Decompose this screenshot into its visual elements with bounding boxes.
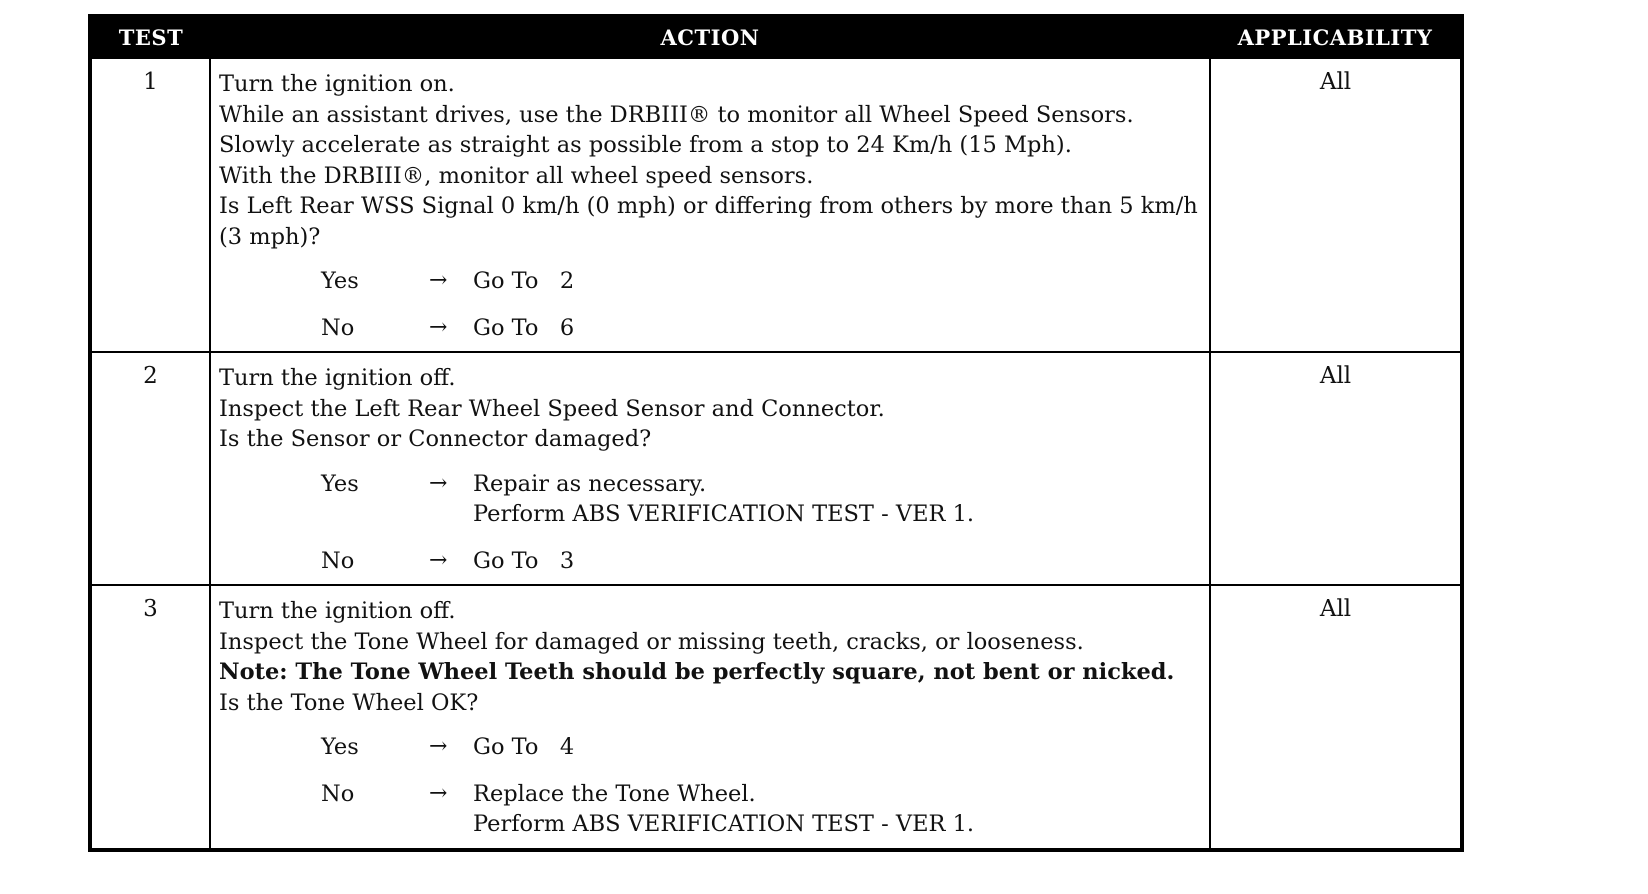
answer-list [219, 469, 1203, 577]
answer-line: Go To 2 [473, 268, 575, 294]
answer-yes-text [473, 469, 1203, 530]
applicability-value: All [1210, 585, 1462, 850]
answer-list [219, 266, 1203, 343]
action-line: Inspect the Tone Wheel for damaged or missing teeth, cracks, or looseness. [219, 628, 1084, 655]
answer-yes-text [473, 266, 1203, 297]
answer-no-text [473, 313, 1203, 344]
answer-yes-label: Yes [321, 734, 359, 760]
table-header [90, 16, 1462, 58]
answer-no-label: No [321, 314, 355, 341]
table-row [90, 58, 1462, 352]
action-line: Slowly accelerate as straight as possible from a stop to 24 Km/h (15 Mph). [219, 132, 1072, 158]
arrow-icon: → [429, 780, 448, 806]
answer-line: Repair as necessary. [473, 470, 707, 497]
table-row [90, 352, 1462, 585]
arrow-icon: → [429, 314, 448, 340]
action-line: Turn the ignition off. [219, 365, 456, 391]
answer-list [219, 732, 1203, 840]
answer-line: Go To 4 [473, 734, 575, 760]
action-cell [210, 352, 1210, 585]
arrow-icon: → [429, 470, 448, 496]
diagnostic-test-table [88, 14, 1464, 852]
action-line: Is the Sensor or Connector damaged? [219, 426, 652, 452]
answer-line: Perform ABS VERIFICATION TEST - VER 1. [473, 501, 975, 527]
action-line: Inspect the Left Rear Wheel Speed Sensor and Connector. [219, 395, 885, 422]
answer-no-label: No [321, 780, 355, 807]
test-number: 2 [90, 352, 210, 585]
answer-no-text [473, 546, 1203, 577]
answer-no-text [473, 779, 1203, 840]
answer-line: Replace the Tone Wheel. [473, 780, 756, 807]
header-action: ACTION [210, 16, 1210, 58]
table-row [90, 585, 1462, 850]
header-applicability: APPLICABILITY [1210, 16, 1462, 58]
answer-line: Perform ABS VERIFICATION TEST - VER 1. [473, 811, 975, 837]
applicability-value: All [1210, 352, 1462, 585]
action-line: While an assistant drives, use the DRBIII® to monitor all Wheel Speed Sensors. [219, 101, 1134, 128]
action-line: Is the Tone Wheel OK? [219, 689, 479, 716]
action-line: Is Left Rear WSS Signal 0 km/h (0 mph) or differing from others by more than 5 km/h [219, 193, 1198, 219]
action-cell [210, 585, 1210, 850]
action-line: With the DRBIII®, monitor all wheel speed sensors. [219, 162, 814, 189]
header-test: TEST [90, 16, 210, 58]
test-number: 3 [90, 585, 210, 850]
answer-line: Go To 6 [473, 314, 575, 341]
arrow-icon: → [429, 734, 448, 759]
applicability-value: All [1210, 58, 1462, 352]
answer-no-label: No [321, 547, 355, 574]
action-line: Turn the ignition on. [219, 71, 455, 97]
answer-yes-label: Yes [321, 470, 359, 497]
action-cell [210, 58, 1210, 352]
arrow-icon: → [429, 268, 448, 293]
action-line: Turn the ignition off. [219, 598, 456, 624]
answer-yes-text [473, 732, 1203, 763]
test-number: 1 [90, 58, 210, 352]
action-line: (3 mph)? [219, 223, 321, 250]
answer-line: Go To 3 [473, 547, 575, 574]
note-line: Note: The Tone Wheel Teeth should be perfectly square, not bent or nicked. [219, 659, 1175, 685]
answer-yes-label: Yes [321, 268, 359, 294]
arrow-icon: → [429, 547, 448, 573]
